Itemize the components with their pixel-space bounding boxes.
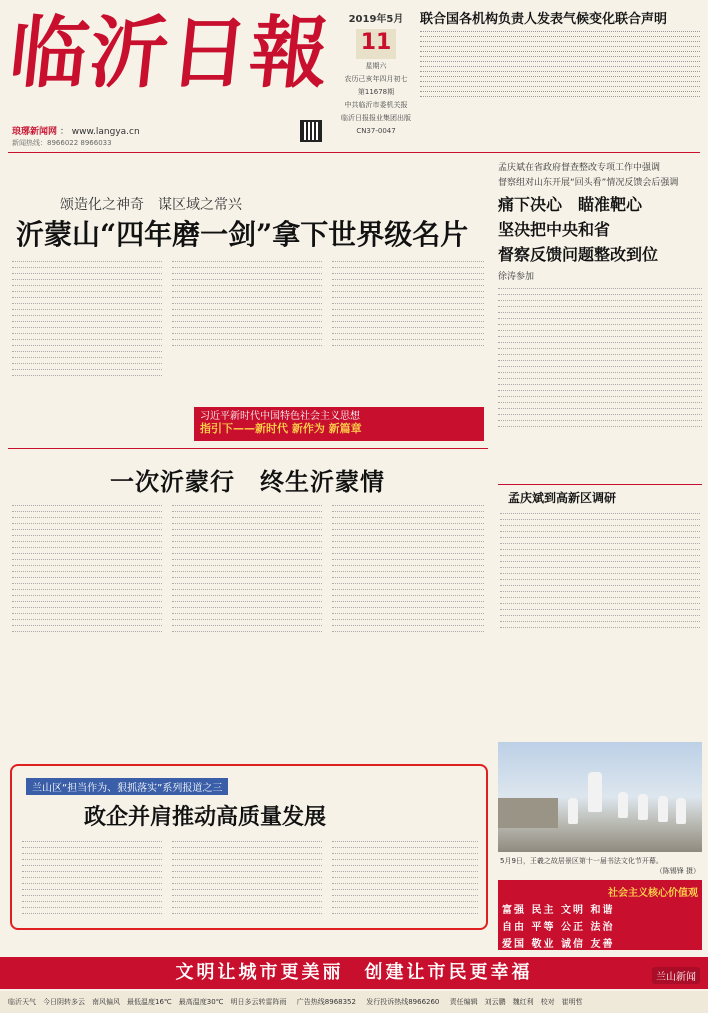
second-body-col1 bbox=[12, 500, 162, 637]
pavilion-shape bbox=[498, 798, 558, 828]
performer-figure bbox=[588, 772, 602, 812]
footer-editor: 责任编辑 刘云鹏 魏红利 校对 崔明哲 bbox=[449, 998, 583, 1006]
right-headline1: 痛下决心 瞄准靶心 bbox=[498, 195, 643, 214]
right-sub-body bbox=[500, 508, 700, 633]
newspaper-logo: 临沂日報 bbox=[5, 8, 335, 99]
right-sub-headline: 孟庆斌到高新区调研 bbox=[508, 491, 617, 505]
masthead-divider bbox=[8, 152, 700, 153]
highlight-headline: 政企并肩推动高质量发展 bbox=[84, 804, 327, 830]
publisher-line1: 中共临沂市委机关报 bbox=[344, 101, 408, 109]
masthead bbox=[0, 0, 708, 150]
web-label: 琅琊新闻网 bbox=[12, 127, 58, 137]
performer-figure bbox=[676, 798, 686, 824]
right-column bbox=[498, 158, 702, 432]
highlight-body-col2 bbox=[172, 836, 322, 919]
lunar-date: 农历己亥年四月初七 bbox=[344, 75, 408, 83]
lead-kicker: 颂造化之神奇 谋区域之常兴 bbox=[60, 197, 242, 213]
second-body-col3 bbox=[332, 500, 484, 637]
lead-headline: 沂蒙山“四年磨一剑”拿下世界级名片 bbox=[16, 218, 469, 251]
top-story-title: 联合国各机构负责人发表气候变化联合声明 bbox=[420, 12, 668, 27]
right-headline2: 坚决把中央和省 bbox=[498, 220, 611, 239]
theme-banner bbox=[194, 407, 484, 441]
slogan-banner: 文明让城市更美丽 创建让市民更幸福 bbox=[0, 957, 708, 989]
date-day: 11 bbox=[356, 29, 396, 59]
performer-figure bbox=[658, 796, 668, 822]
right-divider bbox=[498, 484, 702, 485]
footer-weather: 临沂天气 今日阴转多云 南风偏风 最低温度16℃ 最高温度30℃ 明日多云转雷阵雨 bbox=[8, 998, 287, 1006]
photo-credit: （陈锡锋 摄） bbox=[655, 867, 700, 875]
weekday: 星期六 bbox=[365, 62, 387, 70]
qr-code-icon bbox=[300, 120, 322, 142]
banner-line1: 习近平新时代中国特色社会主义思想 bbox=[200, 411, 360, 422]
date-box bbox=[336, 10, 416, 148]
news-photo bbox=[498, 742, 702, 852]
web-row: 琅琊新闻网 ： www.langya.cn bbox=[12, 127, 140, 137]
date-month: 2019年5月 bbox=[348, 14, 404, 25]
right-kicker1: 孟庆斌在省政府督查整改专项工作中强调 bbox=[498, 163, 661, 173]
web-url[interactable]: www.langya.cn bbox=[71, 127, 140, 137]
highlight-body-col3 bbox=[332, 836, 478, 919]
right-author: 徐涛参加 bbox=[498, 272, 535, 282]
issue-number: 第11678期 bbox=[357, 88, 395, 96]
lead-body-col3 bbox=[332, 256, 484, 351]
watermark: 兰山新闻 bbox=[652, 967, 700, 984]
footer bbox=[0, 991, 708, 1013]
lead-body-col2 bbox=[172, 256, 322, 351]
right-headline3: 督察反馈问题整改到位 bbox=[498, 245, 659, 264]
second-body-col2 bbox=[172, 500, 322, 637]
footer-dist: 发行投诉热线8966260 bbox=[366, 998, 440, 1006]
publisher-line2: 临沂日报报业集团出版 bbox=[341, 114, 411, 122]
right-body bbox=[498, 288, 702, 427]
performer-figure bbox=[638, 794, 648, 820]
banner-line2: 指引下——新时代 新作为 新篇章 bbox=[200, 422, 362, 435]
values-title: 社会主义核心价值观 bbox=[608, 888, 698, 899]
footer-ad: 广告热线8968352 bbox=[296, 998, 356, 1006]
second-headline: 一次沂蒙行 终生沂蒙情 bbox=[110, 467, 385, 496]
right-kicker2: 督察组对山东开展“回头看”情况反馈会后强调 bbox=[498, 178, 679, 188]
top-story-body bbox=[420, 31, 700, 97]
values-row1: 富强 民主 文明 和谐 bbox=[502, 905, 615, 916]
section-divider bbox=[8, 448, 488, 449]
photo-caption: 5月9日，王羲之故居景区第十一届书法文化节开幕。 （陈锡锋 摄） bbox=[500, 857, 700, 875]
performer-figure bbox=[568, 798, 578, 824]
performer-figure bbox=[618, 792, 628, 818]
highlight-body-col1 bbox=[22, 836, 162, 919]
cn-code: CN37-0047 bbox=[356, 127, 396, 135]
core-values-ad bbox=[498, 880, 702, 950]
hotline: 新闻热线：8966022 8966033 bbox=[12, 139, 112, 147]
top-story bbox=[420, 8, 700, 148]
values-row2: 自由 平等 公正 法治 bbox=[502, 922, 615, 933]
highlight-tag: 兰山区“担当作为、狠抓落实”系列报道之三 bbox=[26, 778, 228, 795]
values-row3: 爱国 敬业 诚信 友善 bbox=[502, 939, 615, 950]
lead-body-col1 bbox=[12, 256, 162, 381]
